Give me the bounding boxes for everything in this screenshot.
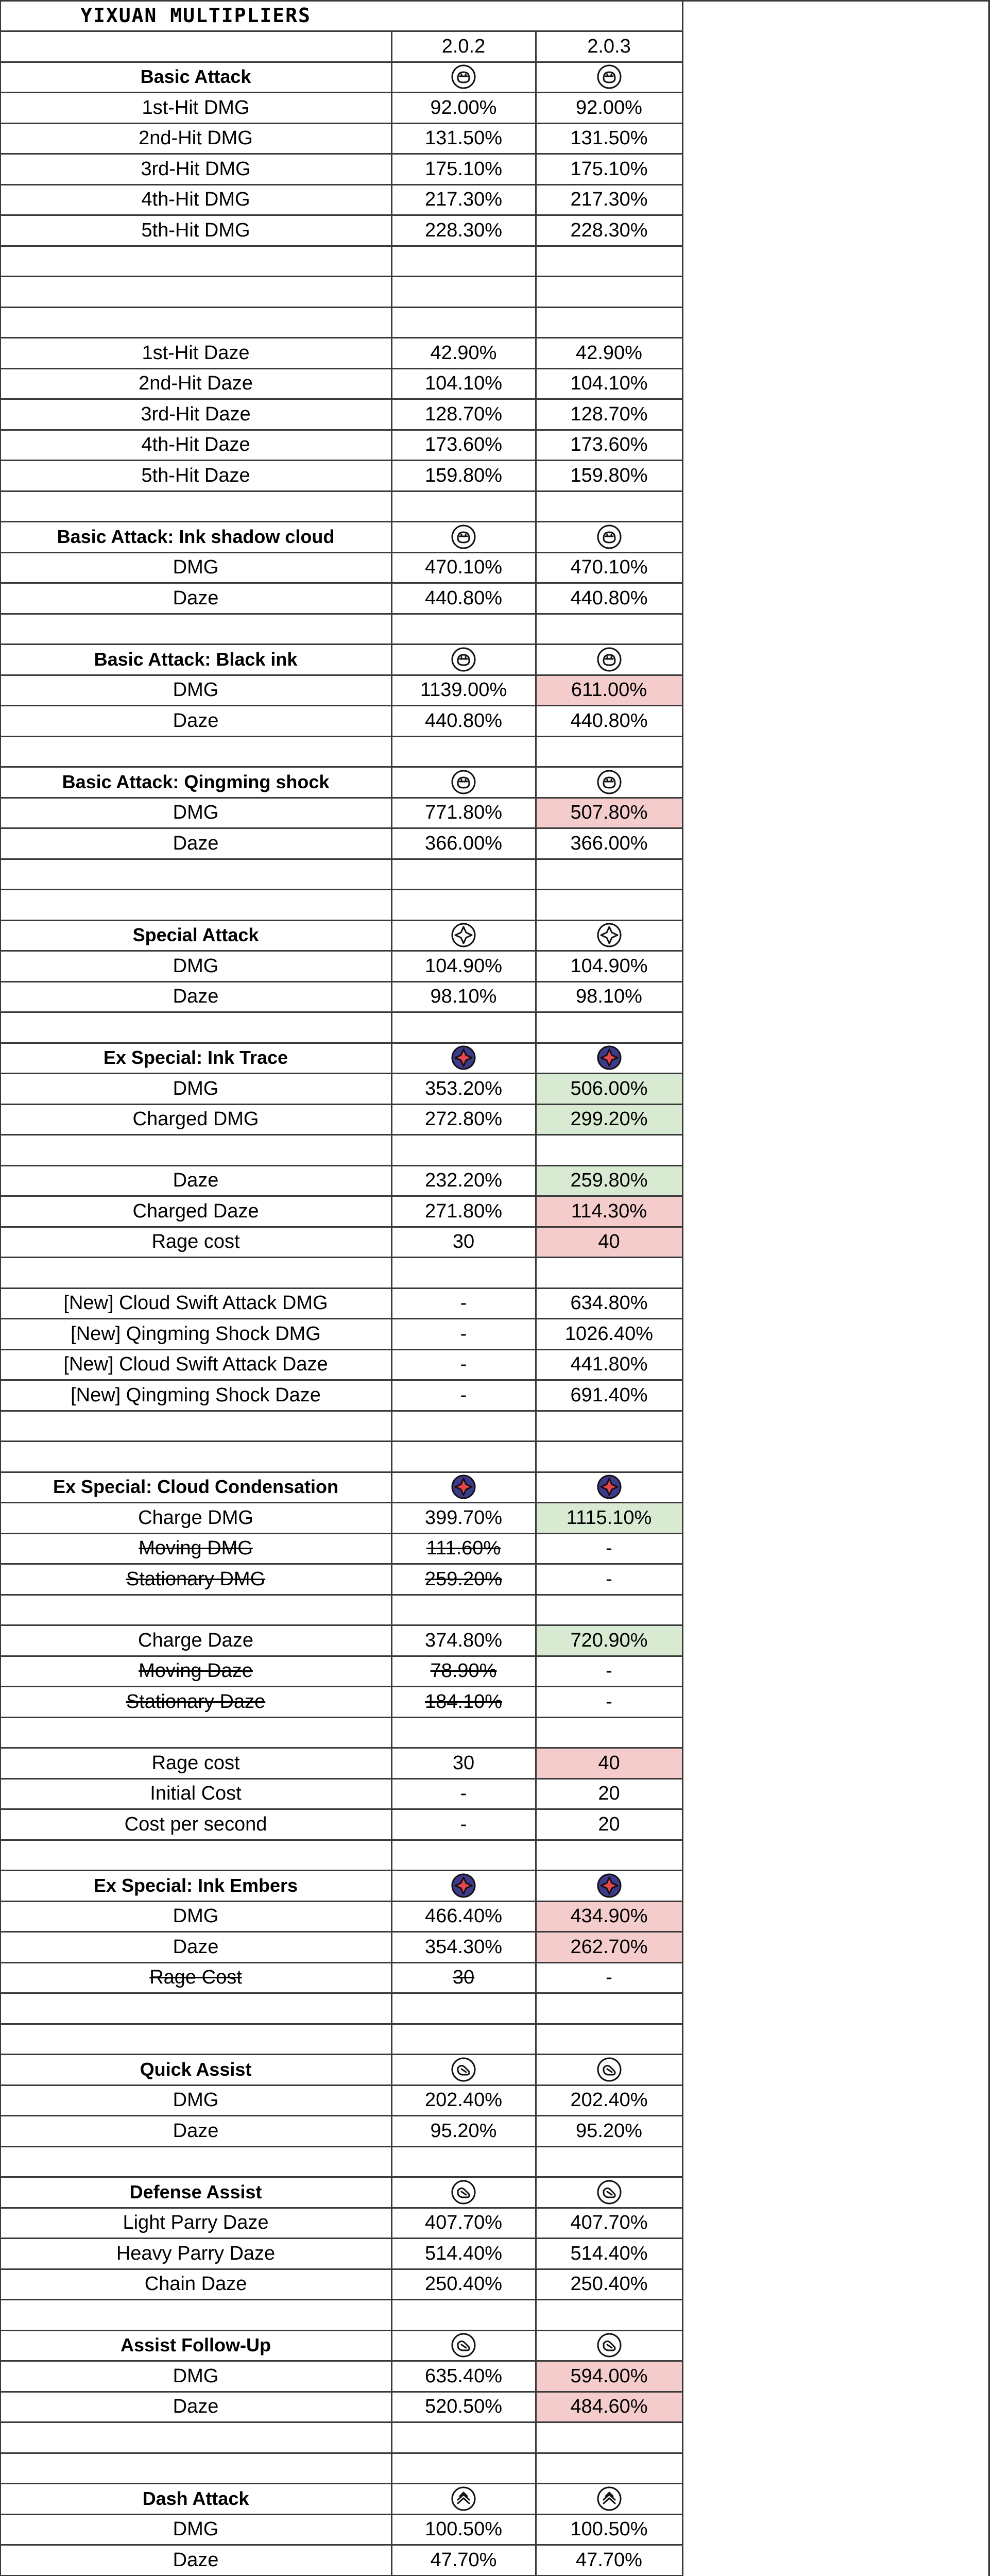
grid-line xyxy=(0,643,682,645)
grid-line xyxy=(0,950,682,952)
value-2-0-3: 92.00% xyxy=(576,96,642,118)
value-2-0-3: 104.10% xyxy=(570,372,648,395)
grid-line xyxy=(0,2421,682,2423)
value-2-0-2: - xyxy=(460,1384,467,1406)
grid-line xyxy=(0,552,682,553)
value-2-0-3: 202.40% xyxy=(570,2089,648,2111)
grid-line xyxy=(0,1686,682,1687)
value-2-0-3: 299.20% xyxy=(536,1104,682,1135)
grid-line xyxy=(0,2514,682,2515)
section-label: Quick Assist xyxy=(140,2058,252,2080)
value-2-0-2: 1139.00% xyxy=(420,679,507,701)
grid-line xyxy=(0,1104,682,1105)
grid-line xyxy=(0,1379,682,1381)
grid-line xyxy=(0,1410,682,1412)
value-2-0-3: 217.30% xyxy=(570,189,648,211)
basic-icon xyxy=(536,767,682,798)
grid-line xyxy=(0,2023,682,2025)
value-2-0-2: 353.20% xyxy=(424,1077,502,1099)
value-2-0-3: 228.30% xyxy=(570,219,648,241)
grid-line xyxy=(0,1165,682,1166)
grid-line xyxy=(0,2054,682,2055)
value-2-0-3: 128.70% xyxy=(570,403,648,425)
basic-icon xyxy=(536,521,682,552)
value-2-0-3: - xyxy=(606,1967,612,1989)
value-2-0-2: 470.10% xyxy=(424,556,502,579)
grid-line xyxy=(0,2544,682,2546)
value-2-0-3: 594.00% xyxy=(536,2361,682,2392)
value-2-0-2: 30 xyxy=(452,1752,475,1774)
grid-line xyxy=(0,920,682,921)
section-label: Ex Special: Ink Embers xyxy=(93,1874,298,1896)
value-2-0-3: 366.00% xyxy=(570,832,648,854)
value-2-0-3: 262.70% xyxy=(536,1931,682,1962)
grid-line xyxy=(0,490,682,492)
grid-line xyxy=(0,827,682,829)
value-2-0-2: 271.80% xyxy=(424,1200,502,1222)
grid-line xyxy=(0,1655,682,1657)
ex-icon xyxy=(536,1472,682,1503)
value-2-0-3: 20 xyxy=(598,1813,620,1835)
grid-line xyxy=(682,0,989,2)
grid-line xyxy=(0,1594,682,1596)
value-2-0-3: 1026.40% xyxy=(564,1323,654,1345)
section-label: Defense Assist xyxy=(129,2181,262,2202)
value-2-0-2: 232.20% xyxy=(424,1170,502,1192)
basic-icon xyxy=(391,62,536,93)
grid-line xyxy=(0,705,682,706)
row-label: Moving DMG xyxy=(139,1537,253,1560)
grid-line xyxy=(0,1257,682,1258)
grid-line xyxy=(0,1287,682,1289)
value-2-0-3: 42.90% xyxy=(576,342,642,364)
value-2-0-2: 159.80% xyxy=(424,464,502,486)
grid-line xyxy=(0,1502,682,1503)
row-label: Charge DMG xyxy=(138,1506,253,1529)
value-2-0-2: 771.80% xyxy=(424,802,502,824)
version-header: 2.0.3 xyxy=(587,35,631,57)
grid-line xyxy=(0,2238,682,2239)
value-2-0-3: 47.70% xyxy=(576,2549,642,2571)
section-label: Assist Follow-Up xyxy=(120,2334,271,2356)
ex-icon xyxy=(391,1043,536,1074)
value-2-0-2: 217.30% xyxy=(424,189,502,211)
value-2-0-2: - xyxy=(460,1353,467,1376)
dash-icon xyxy=(391,2483,536,2514)
row-label: [New] Cloud Swift Attack DMG xyxy=(63,1292,328,1314)
value-2-0-3: 114.30% xyxy=(536,1196,682,1227)
grid-line xyxy=(0,214,682,216)
grid-line xyxy=(0,276,682,277)
row-label: Chain Daze xyxy=(144,2273,247,2295)
row-label: 5th-Hit DMG xyxy=(141,219,250,241)
row-label: 3rd-Hit Daze xyxy=(141,403,251,425)
row-label: Charged DMG xyxy=(132,1108,259,1130)
version-header: 2.0.2 xyxy=(441,35,486,57)
basic-icon xyxy=(536,644,682,675)
section-label: Basic Attack: Qingming shock xyxy=(62,771,330,792)
grid-line xyxy=(0,153,682,155)
row-label: 2nd-Hit Daze xyxy=(139,372,253,395)
grid-line xyxy=(0,2176,682,2178)
value-2-0-2: 30 xyxy=(452,1231,475,1253)
grid-line xyxy=(0,337,682,338)
ex-icon xyxy=(536,1043,682,1074)
row-label: Daze xyxy=(173,986,219,1008)
ex-icon xyxy=(391,1870,536,1901)
row-label: DMG xyxy=(173,802,219,824)
value-2-0-2: 42.90% xyxy=(430,342,497,364)
row-label: Daze xyxy=(173,709,219,732)
value-2-0-3: 100.50% xyxy=(570,2518,648,2540)
value-2-0-2: 514.40% xyxy=(424,2242,502,2264)
row-label: 3rd-Hit DMG xyxy=(141,158,251,180)
grid-line xyxy=(0,766,682,768)
value-2-0-3: 440.80% xyxy=(570,709,648,732)
row-label: [New] Qingming Shock DMG xyxy=(71,1323,321,1345)
grid-line xyxy=(0,2084,682,2086)
special-icon xyxy=(391,920,536,951)
value-2-0-3: - xyxy=(606,1660,612,1682)
row-label: DMG xyxy=(173,2518,219,2540)
grid-line xyxy=(0,736,682,737)
row-label: Light Parry Daze xyxy=(123,2212,269,2234)
basic-icon xyxy=(391,767,536,798)
value-2-0-3: - xyxy=(606,1690,612,1713)
value-2-0-3: 434.90% xyxy=(536,1901,682,1932)
grid-line xyxy=(0,123,682,124)
basic-icon xyxy=(536,62,682,93)
value-2-0-2: 228.30% xyxy=(424,219,502,241)
value-2-0-3: 440.80% xyxy=(570,587,648,609)
value-2-0-2: 47.70% xyxy=(430,2549,497,2571)
row-label: DMG xyxy=(173,679,219,701)
grid-line xyxy=(0,2360,682,2362)
value-2-0-3: 175.10% xyxy=(570,158,648,180)
value-2-0-2: 175.10% xyxy=(424,158,502,180)
row-label: Daze xyxy=(173,1170,219,1192)
grid-line xyxy=(0,1870,682,1871)
row-label: Moving Daze xyxy=(139,1660,253,1682)
value-2-0-2: 173.60% xyxy=(424,434,502,456)
grid-line xyxy=(0,674,682,676)
grid-line xyxy=(0,0,1,2576)
basic-icon xyxy=(391,521,536,552)
value-2-0-2: 466.40% xyxy=(424,1905,502,1927)
value-2-0-2: 78.90% xyxy=(430,1660,497,1682)
row-label: Charge Daze xyxy=(138,1629,253,1651)
row-label: Daze xyxy=(173,1936,219,1958)
grid-line xyxy=(0,0,682,2)
grid-line xyxy=(0,1839,682,1841)
grid-line xyxy=(0,61,682,63)
grid-line xyxy=(0,307,682,308)
grid-line xyxy=(0,797,682,799)
grid-line xyxy=(0,30,682,32)
grid-line xyxy=(0,582,682,584)
value-2-0-3: 104.90% xyxy=(570,955,648,977)
dash-icon xyxy=(536,2483,682,2514)
value-2-0-3: 720.90% xyxy=(536,1625,682,1656)
value-2-0-3: 250.40% xyxy=(570,2273,648,2295)
value-2-0-3: 514.40% xyxy=(570,2242,648,2264)
row-label: DMG xyxy=(173,1905,219,1927)
value-2-0-2: 95.20% xyxy=(430,2120,497,2142)
row-label: Initial Cost xyxy=(150,1783,242,1805)
value-2-0-2: 30 xyxy=(452,1967,475,1989)
grid-line xyxy=(0,1624,682,1626)
grid-line xyxy=(0,92,682,93)
row-label: Daze xyxy=(173,832,219,854)
row-label: Daze xyxy=(173,2549,219,2571)
section-label: Basic Attack xyxy=(140,66,251,88)
assist-icon xyxy=(391,2330,536,2361)
value-2-0-2: 272.80% xyxy=(424,1108,502,1130)
grid-line xyxy=(0,2115,682,2116)
row-label: 1st-Hit Daze xyxy=(142,342,250,364)
assist-icon xyxy=(391,2177,536,2208)
ex-icon xyxy=(536,1870,682,1901)
value-2-0-3: 259.80% xyxy=(536,1165,682,1196)
section-label: Basic Attack: Ink shadow cloud xyxy=(57,526,335,547)
row-label: DMG xyxy=(173,2089,219,2111)
row-label: Daze xyxy=(173,2396,219,2418)
assist-icon xyxy=(391,2054,536,2085)
value-2-0-2: 440.80% xyxy=(424,709,502,732)
value-2-0-3: 40 xyxy=(536,1748,682,1778)
grid-line xyxy=(0,1992,682,1994)
grid-line xyxy=(0,2452,682,2454)
value-2-0-3: 1115.10% xyxy=(536,1502,682,1533)
grid-line xyxy=(0,368,682,369)
row-label: 2nd-Hit DMG xyxy=(139,127,253,149)
grid-line xyxy=(0,1808,682,1810)
grid-line xyxy=(0,429,682,431)
ex-icon xyxy=(391,1472,536,1503)
value-2-0-2: 366.00% xyxy=(424,832,502,854)
page-title: YIXUAN MULTIPLIERS xyxy=(80,4,311,27)
grid-line xyxy=(0,613,682,615)
row-label: 4th-Hit DMG xyxy=(141,189,250,211)
value-2-0-2: 635.40% xyxy=(424,2365,502,2387)
value-2-0-3: 131.50% xyxy=(570,127,648,149)
value-2-0-2: 104.90% xyxy=(424,955,502,977)
row-label: DMG xyxy=(173,1077,219,1099)
grid-line xyxy=(0,2146,682,2147)
row-label: DMG xyxy=(173,2365,219,2387)
value-2-0-3: 691.40% xyxy=(570,1384,648,1406)
section-label: Dash Attack xyxy=(142,2487,249,2509)
grid-line xyxy=(0,398,682,400)
grid-line xyxy=(0,1349,682,1350)
grid-line xyxy=(0,2391,682,2393)
value-2-0-3: 441.80% xyxy=(570,1353,648,1376)
row-label: Heavy Parry Daze xyxy=(116,2242,276,2264)
row-label: Rage cost xyxy=(151,1231,240,1253)
value-2-0-2: 98.10% xyxy=(430,986,497,1008)
value-2-0-3: 506.00% xyxy=(536,1073,682,1104)
row-label: Daze xyxy=(173,587,219,609)
value-2-0-2: 100.50% xyxy=(424,2518,502,2540)
value-2-0-3: - xyxy=(606,1537,612,1560)
grid-line xyxy=(0,1901,682,1902)
row-label: Charged Daze xyxy=(132,1200,259,1222)
grid-line xyxy=(0,460,682,461)
section-label: Basic Attack: Black ink xyxy=(94,648,298,670)
value-2-0-3: - xyxy=(606,1568,612,1590)
grid-line xyxy=(988,0,990,2576)
value-2-0-3: 159.80% xyxy=(570,464,648,486)
grid-line xyxy=(0,1717,682,1718)
assist-icon xyxy=(536,2177,682,2208)
value-2-0-2: 250.40% xyxy=(424,2273,502,2295)
section-label: Ex Special: Ink Trace xyxy=(103,1047,288,1069)
grid-line xyxy=(0,889,682,890)
grid-line xyxy=(0,1318,682,1319)
value-2-0-2: - xyxy=(460,1813,467,1835)
grid-line xyxy=(0,1962,682,1963)
value-2-0-3: 407.70% xyxy=(570,2212,648,2234)
row-label: 5th-Hit Daze xyxy=(141,464,250,486)
grid-line xyxy=(0,1134,682,1136)
grid-line xyxy=(0,1440,682,1442)
section-label: Special Attack xyxy=(132,924,259,946)
value-2-0-2: - xyxy=(460,1292,467,1314)
grid-line xyxy=(0,521,682,522)
grid-line xyxy=(0,1563,682,1565)
value-2-0-2: - xyxy=(460,1783,467,1805)
grid-line xyxy=(0,1195,682,1197)
value-2-0-3: 484.60% xyxy=(536,2392,682,2422)
grid-line xyxy=(0,1011,682,1013)
value-2-0-2: 202.40% xyxy=(424,2089,502,2111)
grid-line xyxy=(0,1471,682,1473)
value-2-0-2: 92.00% xyxy=(430,96,497,118)
value-2-0-3: 507.80% xyxy=(536,798,682,828)
value-2-0-2: 520.50% xyxy=(424,2396,502,2418)
grid-line xyxy=(0,1778,682,1780)
grid-line xyxy=(0,184,682,185)
value-2-0-3: 611.00% xyxy=(536,675,682,706)
row-label: Rage cost xyxy=(151,1752,240,1774)
value-2-0-2: 354.30% xyxy=(424,1936,502,1958)
grid-line xyxy=(0,1226,682,1228)
grid-line xyxy=(0,1073,682,1074)
grid-line xyxy=(0,245,682,247)
row-label: Daze xyxy=(173,2120,219,2142)
grid-line xyxy=(0,858,682,860)
grid-line xyxy=(682,0,683,2576)
row-label: Stationary Daze xyxy=(126,1690,266,1713)
special-icon xyxy=(536,920,682,951)
value-2-0-3: 173.60% xyxy=(570,434,648,456)
grid-line xyxy=(0,1533,682,1534)
row-label: DMG xyxy=(173,955,219,977)
assist-icon xyxy=(536,2330,682,2361)
value-2-0-2: 374.80% xyxy=(424,1629,502,1651)
grid-line xyxy=(535,31,537,2576)
grid-line xyxy=(0,2299,682,2300)
value-2-0-2: 104.10% xyxy=(424,372,502,395)
grid-line xyxy=(0,1931,682,1933)
row-label: [New] Cloud Swift Attack Daze xyxy=(63,1353,328,1376)
grid-line xyxy=(0,2268,682,2270)
value-2-0-3: 470.10% xyxy=(570,556,648,579)
value-2-0-2: 128.70% xyxy=(424,403,502,425)
grid-line xyxy=(0,2207,682,2209)
row-label: Stationary DMG xyxy=(126,1568,266,1590)
row-label: [New] Qingming Shock Daze xyxy=(71,1384,321,1406)
value-2-0-2: 407.70% xyxy=(424,2212,502,2234)
value-2-0-2: 440.80% xyxy=(424,587,502,609)
grid-line xyxy=(0,2483,682,2484)
value-2-0-3: 634.80% xyxy=(570,1292,648,1314)
grid-line xyxy=(0,2330,682,2331)
row-label: 1st-Hit DMG xyxy=(142,96,250,118)
row-label: Cost per second xyxy=(124,1813,267,1835)
grid-line xyxy=(0,1747,682,1749)
row-label: Rage Cost xyxy=(149,1967,242,1989)
value-2-0-2: 111.60% xyxy=(426,1537,501,1560)
value-2-0-2: 131.50% xyxy=(424,127,502,149)
row-label: DMG xyxy=(173,556,219,579)
grid-line xyxy=(0,1042,682,1044)
value-2-0-3: 40 xyxy=(536,1227,682,1258)
section-label: Ex Special: Cloud Condensation xyxy=(53,1476,339,1498)
value-2-0-3: 98.10% xyxy=(576,986,642,1008)
row-label: 4th-Hit Daze xyxy=(141,434,250,456)
basic-icon xyxy=(391,644,536,675)
value-2-0-2: 399.70% xyxy=(424,1506,502,1529)
value-2-0-2: 259.20% xyxy=(424,1568,502,1590)
value-2-0-2: 184.10% xyxy=(424,1690,502,1713)
grid-line xyxy=(391,31,392,2576)
grid-line xyxy=(0,981,682,982)
value-2-0-2: - xyxy=(460,1323,467,1345)
value-2-0-3: 20 xyxy=(598,1783,620,1805)
value-2-0-3: 95.20% xyxy=(576,2120,642,2142)
assist-icon xyxy=(536,2054,682,2085)
